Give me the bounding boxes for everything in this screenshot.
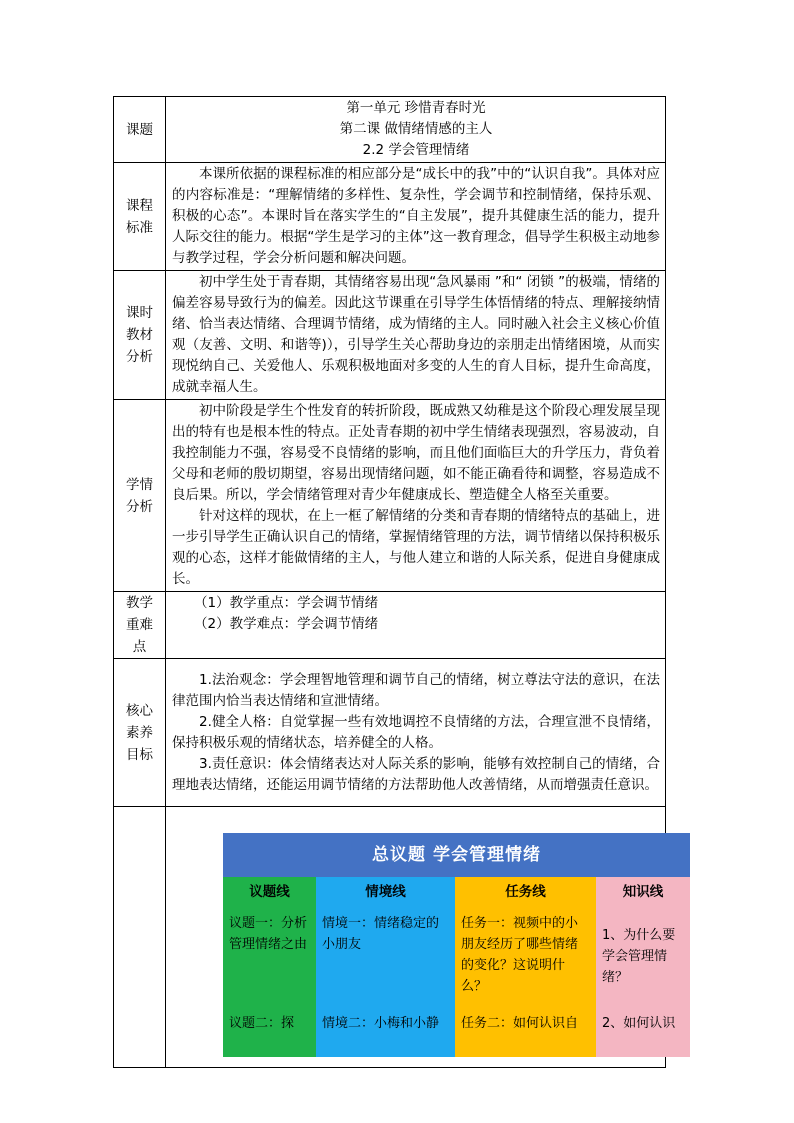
header-situation-line: 情境线 — [316, 877, 455, 907]
header-topic-line: 议题线 — [223, 877, 316, 907]
topic-label: 课题 — [114, 97, 166, 163]
board-label-empty — [114, 807, 166, 1068]
difficult-point: （2）教学难点：学会调节情绪 — [194, 616, 379, 632]
learner-para-2: 针对这样的现状，在上一框了解情绪的分类和青春期的情绪特点的基础上，进一步引导学生正确认识自己的情绪，掌握情绪管理的方法，调节情绪以保持积极乐观的心态，这样才能做情绪的主人，与他人建立和谐的人际关系，促进自身健康成长。 — [172, 508, 660, 587]
standard-text: 本课所依据的课程标准的相应部分是“成长中的我”中的“认识自我”。具体对应的内容标准是：“理解情绪的多样性、复杂性，学会调节和控制情绪，保持乐观、积极的心态”。本课时旨在落实学生的“自主发展”，提升其健康生活的能力，提升人际交往的能力。根据“学生是学习的主体”这一教育理念，倡导学生积极主动地参与教学过程，学会分析问题和解决问题。 — [172, 166, 660, 266]
standard-row — [114, 163, 666, 271]
material-row — [114, 271, 666, 400]
goal-responsibility: 3.责任意识：体会情绪表达对人际关系的影响，能够有效控制自己的情绪，合理地表达情绪，还能运用调节情绪的方法帮助他人改善情绪，从而增强责任意识。 — [172, 755, 660, 793]
knowledge-1: 1、为什么要学会管理情绪？ — [596, 907, 690, 1003]
material-label: 课时教材分析 — [114, 271, 166, 400]
keypoints-row — [114, 592, 666, 659]
learner-label: 学情分析 — [114, 400, 166, 592]
section-title: 2.2 学会管理情绪 — [362, 142, 470, 158]
key-point: （1）教学重点：学会调节情绪 — [194, 595, 379, 611]
topic-content — [166, 97, 666, 163]
topic-1: 议题一：分析管理情绪之由 — [223, 907, 316, 1003]
goals-content — [166, 659, 666, 807]
standard-label: 课程标准 — [114, 163, 166, 271]
header-task-line: 任务线 — [455, 877, 596, 907]
goals-row — [114, 659, 666, 807]
goal-law: 1.法治观念：学会理智地管理和调节自己的情绪，树立尊法守法的意识，在法律范围内恰当表达情绪和宣泄情绪。 — [172, 671, 660, 709]
topic-row — [114, 97, 666, 163]
task-2: 任务二：如何认识自 — [455, 1003, 596, 1057]
learner-content — [166, 400, 666, 592]
lesson-title: 第二课 做情绪情感的主人 — [339, 121, 493, 137]
board-cell — [166, 807, 676, 1068]
lesson-plan-table — [113, 96, 676, 1068]
knowledge-2: 2、如何认识 — [596, 1003, 690, 1057]
material-content — [166, 271, 666, 400]
learner-row — [114, 400, 666, 592]
situation-2: 情境二：小梅和小静 — [316, 1003, 455, 1057]
board-row — [114, 807, 666, 1068]
learner-para-1: 初中阶段是学生个性发育的转折阶段，既成熟又幼稚是这个阶段心理发展呈现出的特有也是根本性的特点。正处青春期的初中学生情绪表现强烈，容易波动，自我控制能力不强，容易受不良情绪的影响，而且他们面临巨大的升学压力，背负着父母和老师的殷切期望，容易出现情绪问题，如不能正确看待和调整，容易造成不良后果。所以，学会情绪管理对青少年健康成长、塑造健全人格至关重要。 — [172, 403, 660, 503]
topic-2: 议题二：探 — [223, 1003, 316, 1057]
header-knowledge-line: 知识线 — [596, 877, 690, 907]
topic-board — [223, 833, 690, 1057]
keypoints-content — [166, 592, 666, 659]
task-1: 任务一：视频中的小朋友经历了哪些情绪的变化？这说明什么？ — [455, 907, 596, 1003]
standard-content — [166, 163, 666, 271]
board-grid — [223, 877, 690, 1057]
goals-label: 核心素养目标 — [114, 659, 166, 807]
unit-title: 第一单元 珍惜青春时光 — [346, 100, 486, 116]
situation-1: 情境一：情绪稳定的小朋友 — [316, 907, 455, 1003]
material-text: 初中学生处于青春期，其情绪容易出现“急风暴雨 ”和“ 闭锁 ”的极端，情绪的偏差容易导致行为的偏差。因此这节课重在引导学生体悟情绪的特点、理解接纳情绪、恰当表达情绪、合理调节情绪，成为情绪的主人。同时融入社会主义核心价值观（友善、文明、和谐等)），引导学生关心帮助身边的亲朋走出情绪困境，从而实现悦纳自己、关爱他人、乐观积极地面对多变的人生的育人目标，提升生命高度，成就幸福人生。 — [172, 274, 660, 395]
keypoints-label: 教学重难点 — [114, 592, 166, 659]
board-title: 总议题 学会管理情绪 — [223, 833, 690, 877]
goal-personality: 2.健全人格：自觉掌握一些有效地调控不良情绪的方法，合理宣泄不良情绪，保持积极乐观的情绪状态，培养健全的人格。 — [172, 713, 660, 751]
